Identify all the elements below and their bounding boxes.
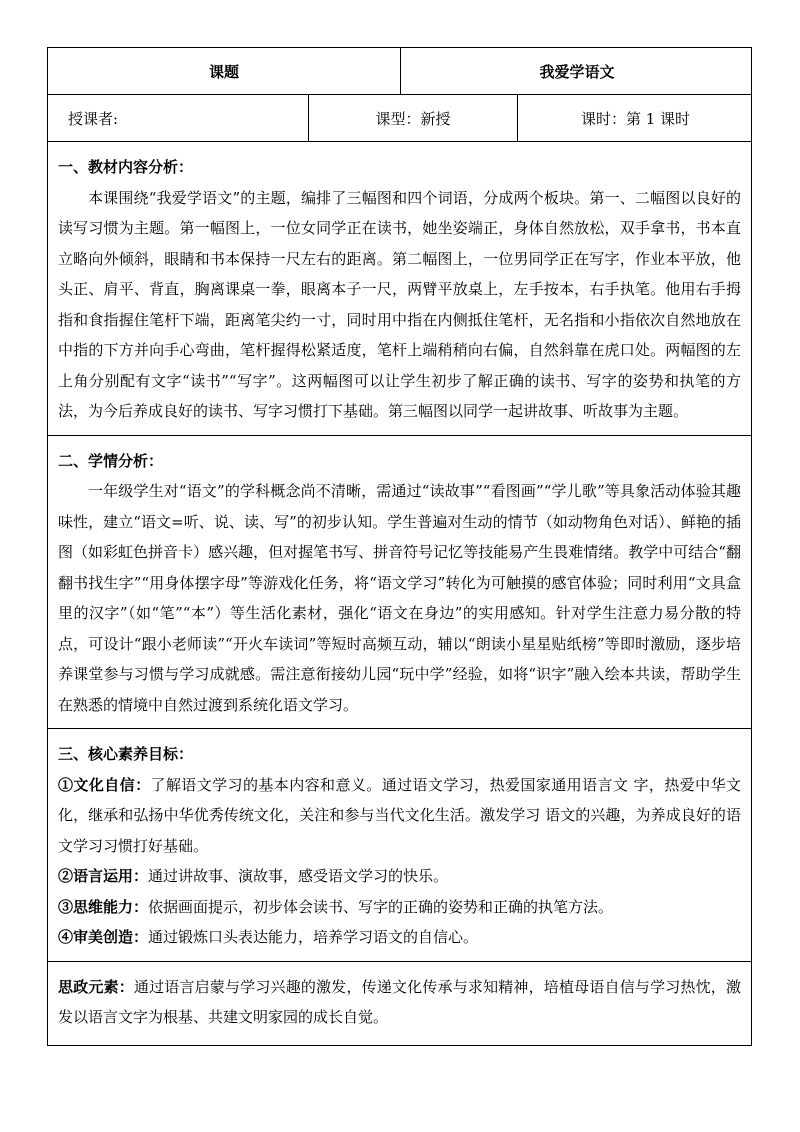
goal-text: 依据画面提示，初步体会读书、写字的正确的姿势和正确的执笔方法。 [148, 897, 614, 916]
goal-item [58, 770, 741, 862]
lesson-plan-table [47, 47, 752, 1046]
goal-text: 通过讲故事、演故事，感受语文学习的快乐。 [148, 867, 449, 885]
goal-label: ①文化自信： [58, 775, 151, 794]
goal-item [58, 922, 741, 953]
info-row [47, 95, 752, 142]
topic-value: 我爱学语文 [539, 62, 615, 81]
lesson-periods: 课时：第 1 课时 [580, 109, 691, 128]
section-heading: 二、学情分析： [58, 451, 164, 470]
core-goals-section [47, 729, 752, 962]
ideology-paragraph [58, 972, 741, 1033]
goal-label: ②语言运用： [58, 867, 149, 885]
teacher-label: 授课者: [68, 109, 119, 128]
ideology-section [47, 962, 752, 1046]
ideology-text: 通过语言启蒙与学习兴趣的激发，传递文化传承与求知精神，培植母语自信与学习热忱，激发以语言文字为根基、共建文明家园的成长自觉。 [58, 977, 741, 1026]
section-heading: 一、教材内容分析： [58, 158, 194, 176]
goal-label: ③思维能力： [58, 897, 149, 916]
ideology-label: 思政元素： [58, 977, 134, 996]
goal-item [58, 892, 741, 923]
section-heading: 三、核心素养目标： [58, 745, 194, 763]
goal-item [58, 861, 741, 892]
topic-row [47, 47, 752, 95]
section-body: 一年级学生对“语文”的学科概念尚不清晰，需通过“读故事”“看图画”“学儿歌”等具象活动体验其趣味性，建立“语文=听、说、读、写”的初步认知。学生普遍对生动的情节（如动物角色对话）、鲜艳的插图（如彩虹色拼音卡）感兴趣，但对握笔书写、拼音符号记忆等技能易产生畏难情绪。教学中可结合“翻翻书找生字”“用身体摆字母”等游戏化任务，将“语文学习”转化为可触摸的感官体验；同时利用“文具盒里的汉字”（如“笔”“本”）等生活化素材，强化“语文在身边”的实用感知。针对学生注意力易分散的特点，可设计“跟小老师读”“开火车读词”等短时高频互动，辅以“朗读小星星贴纸榜”等即时激励，逐步培养课堂参与习惯与学习成就感。需注意衔接幼儿园“玩中学”经验，如将“识字”融入绘本共读，帮助学生在熟悉的情境中自然过渡到系统化语文学习。 [58, 482, 741, 714]
topic-label: 课题 [208, 62, 239, 81]
goal-text: 通过锻炼口头表达能力，培养学习语文的自信心。 [148, 928, 479, 946]
goal-label: ④审美创造： [58, 928, 149, 946]
textbook-analysis-section [47, 142, 752, 436]
section-body: 本课围绕“我爱学语文”的主题，编排了三幅图和四个词语，分成两个板块。第一、二幅图以良好的读写习惯为主题。第一幅图上，一位女同学正在读书，她坐姿端正，身体自然放松，双手拿书，书本直立略向外倾斜，眼睛和书本保持一尺左右的距离。第二幅图上，一位男同学正在写字，作业本平放，他头正、肩平、背直，胸离课桌一拳，眼离本子一尺，两臂平放桌上，左手按本，右手执笔。他用右手拇指和食指握住笔杆下端，距离笔尖约一寸，同时用中指在内侧抵住笔杆，无名指和小指依次自然地放在中指的下方并向手心弯曲，笔杆握得松紧适度，笔杆上端稍稍向右偏，自然斜靠在虎口处。两幅图的左上角分别配有文字“读书”“写字”。这两幅图可以让学生初步了解正确的读书、写字的姿势和执笔的方法，为今后养成良好的读书、写字习惯打下基础。第三幅图以同学一起讲故事、听故事为主题。 [58, 188, 741, 420]
goal-text: 了解语文学习的基本内容和意义。通过语文学习，热爱国家通用语言文 字，热爱中华文化，继承和弘扬中华优秀传统文化，关注和参与当代文化生活。激发学习 语文的兴趣，为养成良好的语文学习习惯打好基础。 [58, 775, 741, 855]
learner-analysis-section [47, 436, 752, 730]
lesson-type: 课型：新授 [375, 109, 451, 128]
